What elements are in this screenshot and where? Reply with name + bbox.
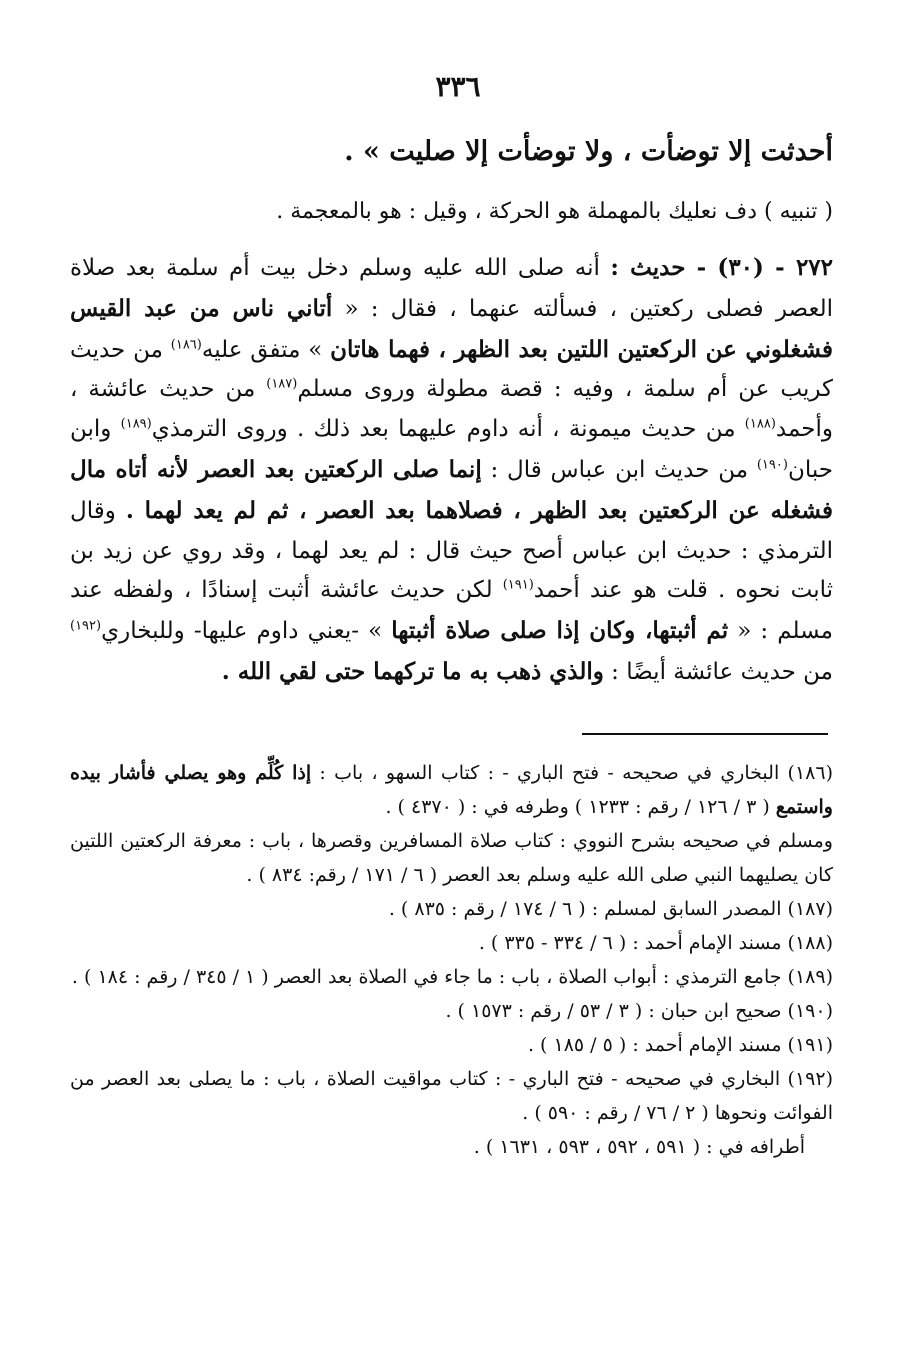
footnote-186 (70, 756, 833, 824)
footnote-ref: (١٩٠) (756, 457, 788, 473)
footnote-ref: (١٩١) (502, 577, 534, 593)
footnote-ref: (١٨٨) (744, 416, 776, 432)
footnote-ref: (١٨٩) (120, 416, 152, 432)
tanbih-note: ( تنبيه ) دف نعليك بالمهملة هو الحركة ، وقيل : هو بالمعجمة . (276, 199, 833, 224)
hadith-quote: إنما صلى الركعتين بعد العصر لأنه أتاه مال فشغله عن الركعتين بعد الظهر ، فصلاهما بعد العصر ، ثم لم يعد لهما . (70, 455, 833, 524)
hadith-text: » متفق عليه (201, 336, 331, 363)
footnote-191: (١٩١) مسند الإمام أحمد : ( ٥ / ١٨٥ ) . (527, 1034, 833, 1056)
footnote-text: ( ٣ / ١٢٦ / رقم : ١٢٣٣ ) وطرفه في : ( ٤٣٧٠ ) . (385, 796, 776, 818)
hadith-paragraph (70, 248, 833, 693)
page-number: ٣٣٦ (435, 70, 481, 103)
hadith-ending-line: أحدثت إلا توضأت ، ولا توضأت إلا صليت » . (344, 136, 833, 167)
footnote-187: (١٨٧) المصدر السابق لمسلم : ( ٦ / ١٧٤ / رقم : ٨٣٥ ) . (388, 898, 833, 920)
hadith-quote: ثم أثبتها، وكان إذا صلى صلاة أثبتها (391, 617, 729, 645)
hadith-quote: والذي ذهب به ما تركهما حتى لقي الله . (221, 657, 604, 685)
footnote-bold: إذا كُلِّم وهو يصلي فأشار بيده واستمع (70, 762, 833, 818)
footnote-192-atraf: أطرافه في : ( ٥٩١ ، ٥٩٢ ، ٥٩٣ ، ١٦٣١ ) . (473, 1136, 805, 1158)
hadith-quote: أتاني ناس من عبد القيس فشغلوني عن الركعتين اللتين بعد الظهر ، فهما هاتان (70, 294, 833, 363)
hadith-text: » -يعني داوم عليها- وللبخاري (101, 618, 392, 645)
footnote-188: (١٨٨) مسند الإمام أحمد : ( ٦ / ٣٣٤ - ٣٣٥ ) . (478, 932, 833, 954)
hadith-text: من حديث ميمونة ، أنه داوم عليهما بعد ذلك . وروى الترمذي (151, 416, 745, 443)
footnote-192: (١٩٢) البخاري في صحيحه - فتح الباري - : كتاب مواقيت الصلاة ، باب : ما يصلى بعد العصر من الفوائت ونحوها ( ٢ / ٧٦ / رقم : ٥٩٠ ) . (70, 1068, 833, 1124)
hadith-text: وابن حبان (70, 416, 834, 483)
hadith-text: من حديث عائشة ، وأحمد (70, 376, 833, 443)
footnote-separator (582, 733, 828, 735)
footnote-186-muslim: ومسلم في صحيحه بشرح النووي : كتاب صلاة المسافرين وقصرها ، باب : معرفة الركعتين اللتين كان يصليهما النبي صلى الله عليه وسلم بعد العصر ( ٦ / ١٧١ / رقم: ٨٣٤ ) . (70, 830, 833, 886)
footnote-ref: (١٨٦) (170, 336, 202, 352)
hadith-text: أنه صلى الله عليه وسلم دخل بيت أم سلمة بعد صلاة العصر فصلى ركعتين ، فسألته عنهما ، فقال : « (70, 255, 833, 322)
footnote-189: (١٨٩) جامع الترمذي : أبواب الصلاة ، باب : ما جاء في الصلاة بعد العصر ( ١ / ٣٤٥ / رقم : ١٨٤ ) . (71, 966, 833, 988)
hadith-text: من حديث عائشة أيضًا : (603, 658, 833, 685)
footnote-ref: (١٩٢) (70, 618, 102, 634)
footnote-ref: (١٨٧) (266, 376, 298, 392)
footnote-190: (١٩٠) صحيح ابن حبان : ( ٣ / ٥٣ / رقم : ١٥٧٣ ) . (445, 1000, 833, 1022)
hadith-text: لكن حديث عائشة أثبت إسنادًا ، ولفظه عند مسلم : « (70, 577, 834, 645)
hadith-text: من حديث كريب عن أم سلمة ، وفيه : قصة مطولة وروى مسلم (70, 336, 833, 403)
hadith-text: من حديث ابن عباس قال : (481, 456, 757, 483)
hadith-text: وقال الترمذي : حديث ابن عباس أصح حيث قال : لم يعد لهما ، وقد روي عن زيد بن ثابت نحوه . قلت هو عند أحمد (70, 497, 834, 604)
hadith-heading: ٢٧٢ - (٣٠) - حديث : (610, 254, 834, 281)
footnote-text: (١٨٦) البخاري في صحيحه - فتح الباري - : كتاب السهو ، باب : (311, 762, 833, 784)
footnotes (70, 756, 833, 1164)
